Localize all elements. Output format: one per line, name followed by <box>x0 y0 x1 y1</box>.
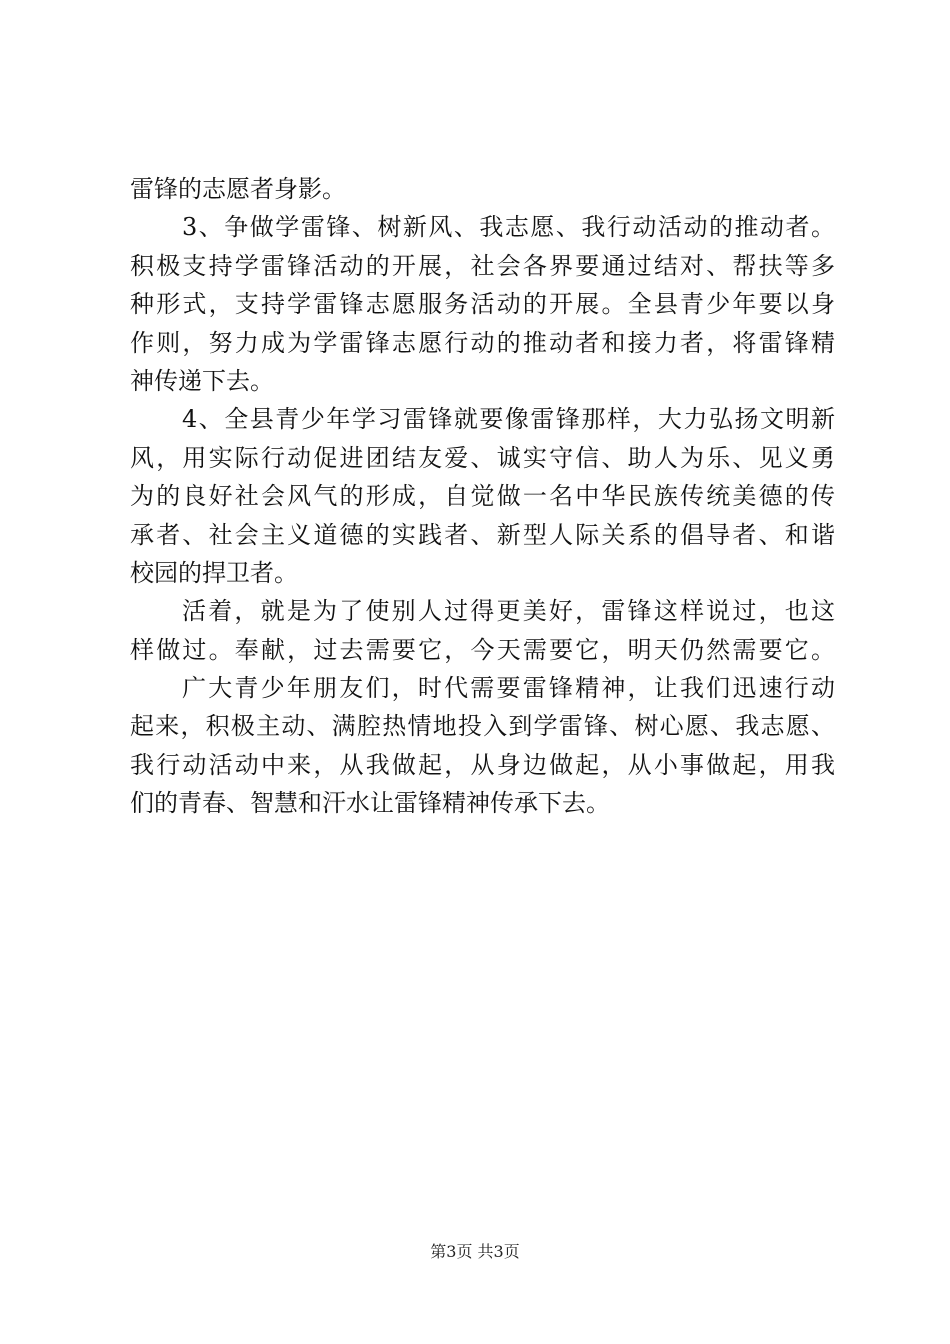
text-line: 们的青春、智慧和汗水让雷锋精神传承下去。 <box>130 789 610 818</box>
text-line: 为的良好社会风气的形成，自觉做一名中华民族传统美德的传 <box>130 482 835 511</box>
text-line: 活着，就是为了使别人过得更美好，雷锋这样说过，也这 <box>182 597 835 626</box>
text-line: 积极支持学雷锋活动的开展，社会各界要通过结对、帮扶等多 <box>130 251 835 280</box>
body-text <box>130 170 835 823</box>
text-line: 承者、社会主义道德的实践者、新型人际关系的倡导者、和谐 <box>130 520 835 549</box>
text-line: 校园的捍卫者。 <box>130 558 298 587</box>
text-line: 4、全县青少年学习雷锋就要像雷锋那样，大力弘扬文明新 <box>182 405 835 434</box>
text-line: 风，用实际行动促进团结友爱、诚实守信、助人为乐、见义勇 <box>130 443 835 472</box>
text-line: 3、争做学雷锋、树新风、我志愿、我行动活动的推动者。 <box>182 213 835 242</box>
text-line: 广大青少年朋友们，时代需要雷锋精神，让我们迅速行动 <box>182 674 835 703</box>
text-line: 雷锋的志愿者身影。 <box>130 175 346 203</box>
text-line: 我行动活动中来，从我做起，从身边做起，从小事做起，用我 <box>130 750 835 779</box>
text-line: 种形式，支持学雷锋志愿服务活动的开展。全县青少年要以身 <box>130 290 835 319</box>
text-line: 样做过。奉献，过去需要它，今天需要它，明天仍然需要它。 <box>130 635 835 664</box>
page-footer: 第3页 共3页 <box>430 1242 520 1261</box>
text-line: 作则，努力成为学雷锋志愿行动的推动者和接力者，将雷锋精 <box>130 328 835 357</box>
text-line: 神传递下去。 <box>130 366 274 395</box>
text-line: 起来，积极主动、满腔热情地投入到学雷锋、树心愿、我志愿、 <box>130 712 835 741</box>
